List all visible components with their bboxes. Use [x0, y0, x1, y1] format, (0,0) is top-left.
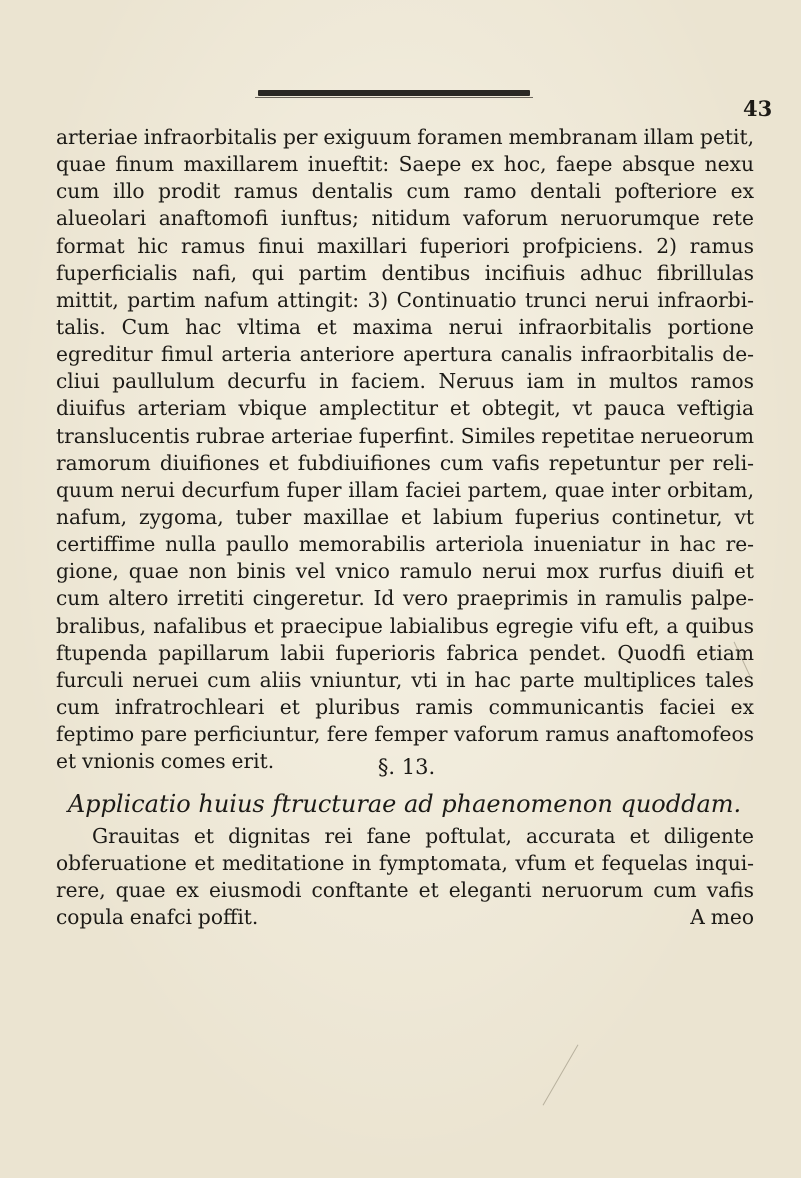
text-line: obferuatione et meditatione in fymptomata, vfum et fequelas inqui-	[56, 851, 754, 876]
text-line: translucentis rubrae arteriae fuperfint. Similes repetitae nerueorum	[56, 423, 754, 448]
paragraph-main	[56, 124, 754, 775]
text-line: ramorum diuifiones et fubdiuifiones cum vafis repetuntur per reli-	[56, 450, 754, 475]
text-line: fuperficialis nafi, qui partim dentibus incifiuis adhuc fibrillulas	[56, 260, 754, 285]
text-line	[56, 823, 754, 850]
section-number: §. 13.	[377, 755, 436, 779]
text-line: certiffime nulla paullo memorabilis arteriola inueniatur in hac re-	[56, 532, 754, 557]
text-line: quae finum maxillarem inueftit: Saepe ex hoc, faepe absque nexu	[56, 152, 754, 177]
text-line: mittit, partim nafum attingit: 3) Continuatio trunci nerui infraorbi-	[56, 287, 754, 312]
paper-crease	[543, 1044, 579, 1105]
text-line: rere, quae ex eiusmodi conftante et eleganti neruorum cum vafis	[56, 878, 754, 903]
text-line: et vnionis comes erit.	[56, 749, 275, 774]
text-line: feptimo pare perficiuntur, fere femper vaforum ramus anaftomofeos	[56, 722, 754, 747]
text-line-content: copula enafci poffit.	[56, 905, 259, 930]
text-line-content: Grauitas et dignitas rei fane poftulat, accurata et diligente	[92, 824, 754, 848]
text-line: quum nerui decurfum fuper illam faciei partem, quae inter orbitam,	[56, 477, 754, 502]
text-line: format hic ramus finui maxillari fuperiori profpiciens. 2) ramus	[56, 233, 754, 258]
text-line: nafum, zygoma, tuber maxillae et labium fuperius continetur, vt	[56, 504, 754, 529]
text-line: bralibus, nafalibus et praecipue labialibus egregie vifu eft, a quibus	[56, 613, 754, 638]
text-line: arteriae infraorbitalis per exiguum foramen membranam illam petit,	[56, 125, 754, 149]
text-line: talis. Cum hac vltima et maxima nerui infraorbitalis portione	[56, 314, 754, 339]
header-rule	[258, 90, 530, 96]
text-line: egreditur fimul arteria anteriore apertura canalis infraorbitalis de-	[56, 342, 754, 367]
text-line: furculi neruei cum aliis vniuntur, vti in hac parte multiplices tales	[56, 667, 754, 692]
text-line: ftupenda papillarum labii fuperioris fabrica pendet. Quodfi etiam	[56, 640, 754, 665]
catchword: A meo	[690, 905, 754, 930]
text-line: cum infratrochleari et pluribus ramis communicantis faciei ex	[56, 694, 754, 719]
text-line: cliui paullulum decurfu in faciem. Neruus iam in multos ramos	[56, 369, 754, 394]
paragraph-second	[56, 823, 754, 932]
text-line: diuifus arteriam vbique amplectitur et obtegit, vt pauca veftigia	[56, 396, 754, 421]
section-title: Applicatio huius ftructurae ad phaenomenon quoddam.	[67, 790, 742, 818]
text-line: cum altero irretiti cingeretur. Id vero praeprimis in ramulis palpe-	[56, 586, 754, 611]
text-line	[56, 904, 754, 931]
page-number: 43	[743, 96, 773, 121]
text-line: gione, quae non binis vel vnico ramulo nerui mox rurfus diuifi et	[56, 559, 754, 584]
text-line: cum illo prodit ramus dentalis cum ramo dentali pofteriore ex	[56, 179, 754, 204]
text-line: alueolari anaftomofi iunftus; nitidum vaforum neruorumque rete	[56, 206, 754, 231]
